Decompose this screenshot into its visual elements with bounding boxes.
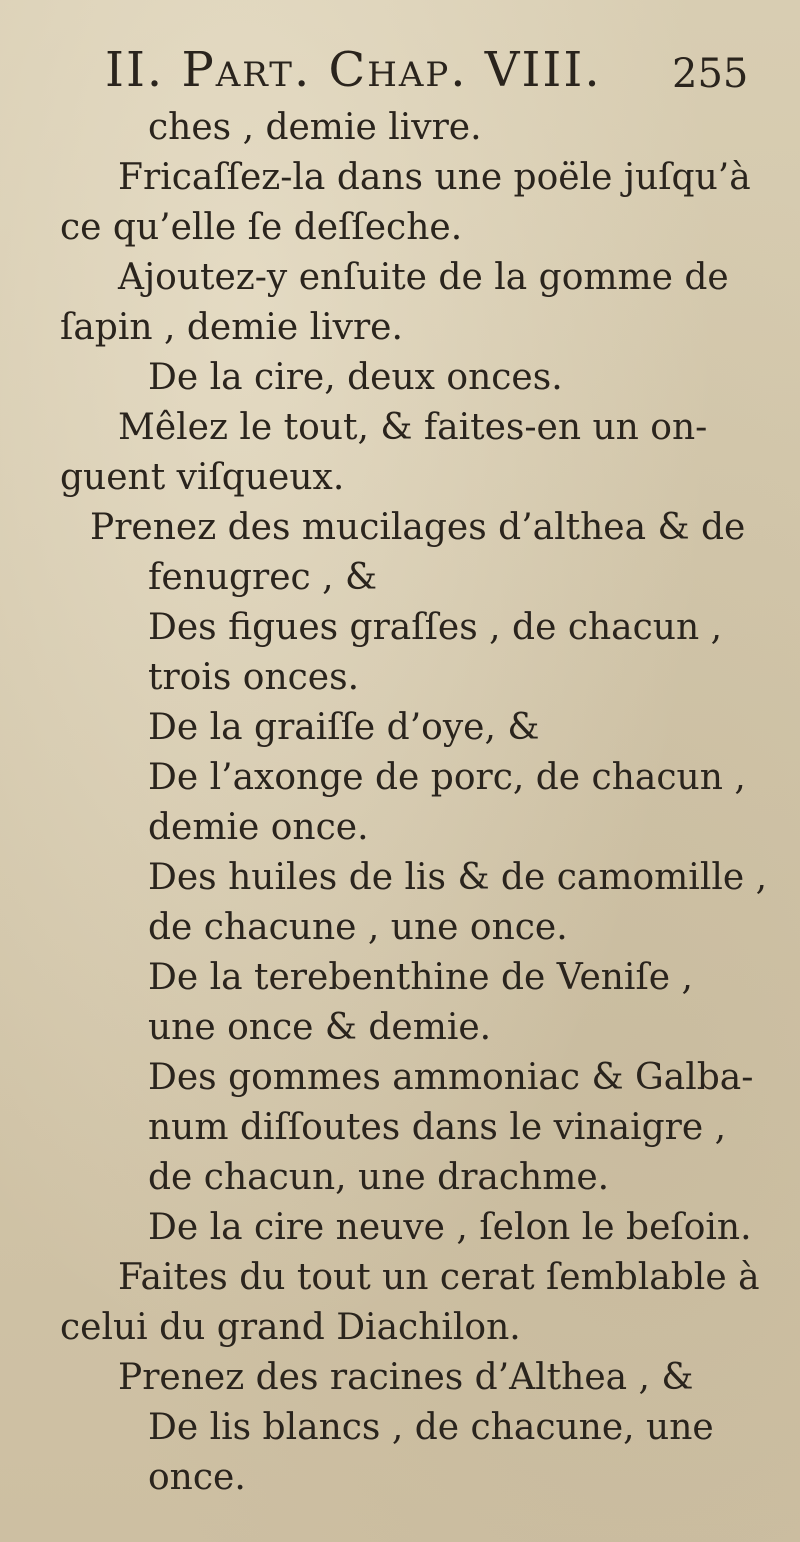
text-line: ſapin , demie livre. — [60, 307, 403, 348]
text-line: ches , demie livre. — [148, 107, 482, 148]
text-line: de chacun, une drachme. — [148, 1157, 610, 1198]
text-line: Ajoutez-y enſuite de la gomme de — [118, 257, 729, 298]
page-header — [0, 40, 800, 100]
text-line: De lis blancs , de chacune, une — [148, 1407, 714, 1448]
text-line: trois onces. — [148, 657, 360, 698]
text-line: Des huiles de lis & de camomille , — [148, 857, 768, 898]
text-line: Faites du tout un cerat ſemblable à — [118, 1257, 760, 1298]
text-line: De la terebenthine de Veniſe , — [148, 957, 693, 998]
text-line: once. — [148, 1457, 246, 1498]
running-head: II. Part. Chap. VIII. — [105, 42, 602, 98]
text-line: ce qu’elle ſe deſſeche. — [60, 207, 463, 248]
text-line: Des gommes ammoniac & Galba- — [148, 1057, 754, 1098]
text-line: fenugrec , & — [148, 557, 378, 598]
page-number: 255 — [672, 51, 749, 97]
text-line: Mêlez le tout, & faites-en un on- — [118, 407, 708, 448]
text-line: De la cire, deux onces. — [148, 357, 563, 398]
text-line: demie once. — [148, 807, 369, 848]
text-line: Prenez des mucilages d’althea & de — [90, 507, 746, 548]
text-line: De la cire neuve , ſelon le beſoin. — [148, 1207, 752, 1248]
text-line: celui du grand Diachilon. — [60, 1307, 521, 1348]
text-line: Prenez des racines d’Althea , & — [118, 1357, 694, 1398]
text-line: une once & demie. — [148, 1007, 492, 1048]
text-line: Fricaſſez-la dans une poële juſqu’à — [118, 157, 751, 198]
text-line: de chacune , une once. — [148, 907, 568, 948]
text-line: guent viſqueux. — [60, 457, 345, 498]
text-line: De l’axonge de porc, de chacun , — [148, 757, 746, 798]
text-line: Des figues graſſes , de chacun , — [148, 607, 723, 648]
text-line: De la graiſſe d’oye, & — [148, 707, 540, 748]
text-line: num diſſoutes dans le vinaigre , — [148, 1107, 727, 1148]
